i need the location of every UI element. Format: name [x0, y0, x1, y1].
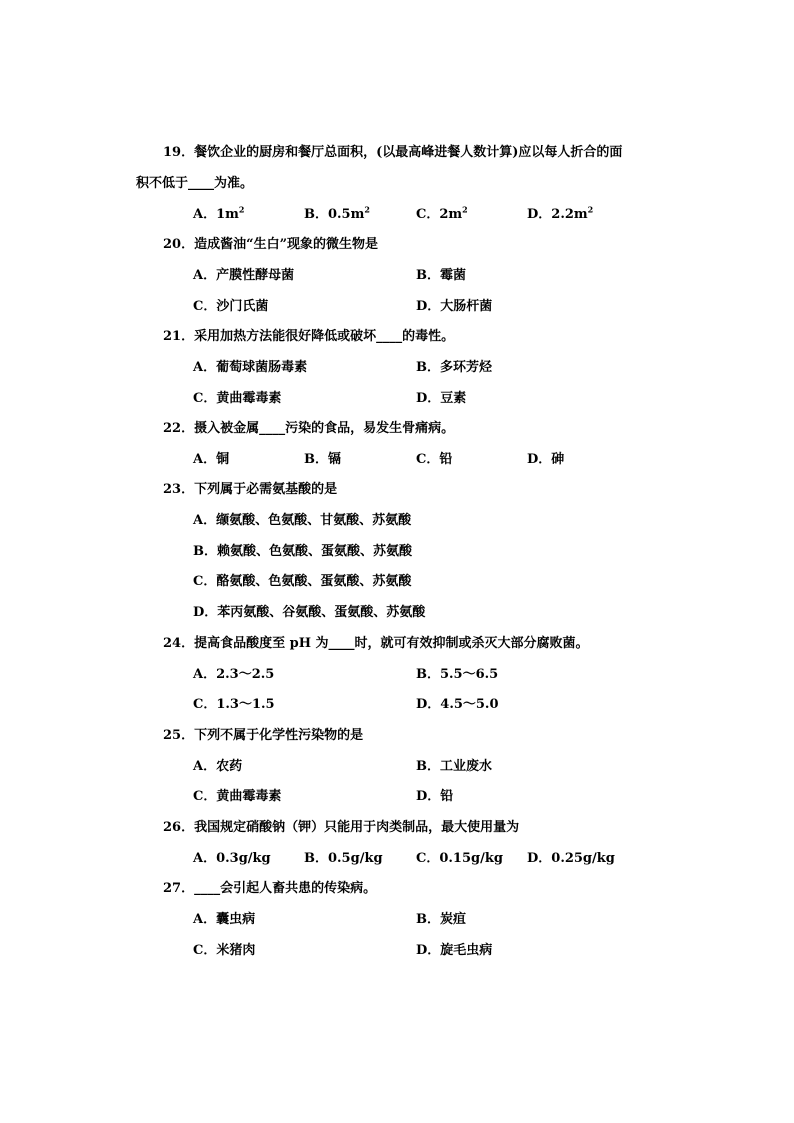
- q21-option-a: A．葡萄球菌肠毒素: [193, 360, 308, 375]
- q19-option-d: D．$2.2m^2$: [527, 204, 594, 222]
- q26-stem: 26．我国规定硝酸钠（钾）只能用于肉类制品，最大使用量为: [163, 820, 520, 835]
- q23-option-c: C．酪氨酸、色氨酸、蛋氨酸、苏氨酸: [193, 574, 412, 589]
- q22-option-a: A．铜: [193, 452, 230, 467]
- q22-option-d: D．砷: [527, 452, 565, 467]
- q20-stem: 20．造成酱油“生白”现象的微生物是: [163, 237, 379, 252]
- q27-option-c: C．米猪肉: [193, 943, 256, 958]
- q24-option-a: A．2.3～2.5: [193, 667, 275, 682]
- q24-option-d: D．4.5～5.0: [416, 697, 499, 712]
- q25-option-a: A．农药: [193, 759, 243, 774]
- q26-option-a: A．0.3g/kg: [193, 851, 271, 866]
- q26-option-d: D．0.25g/kg: [527, 851, 615, 866]
- q25-option-d: D．铅: [416, 789, 454, 804]
- q23-stem: 23．下列属于必需氨基酸的是: [163, 482, 338, 497]
- q19-option-a: A．$1m^2$: [193, 204, 245, 222]
- q27-stem: 27．____会引起人畜共患的传染病。: [163, 881, 377, 896]
- q25-stem: 25．下列不属于化学性污染物的是: [163, 728, 364, 743]
- q23-option-a: A．缬氨酸、色氨酸、甘氨酸、苏氨酸: [193, 513, 412, 528]
- q24-option-c: C．1.3～1.5: [193, 697, 275, 712]
- q26-option-b: B．0.5g/kg: [304, 851, 383, 866]
- q27-option-d: D．旋毛虫病: [416, 943, 493, 958]
- q19-stem-line1: 19．餐饮企业的厨房和餐厅总面积，(以最高峰进餐人数计算)应以每人折合的面: [163, 145, 623, 160]
- q26-option-c: C．0.15g/kg: [416, 851, 503, 866]
- q25-option-b: B．工业废水: [416, 759, 492, 774]
- q25-option-c: C．黄曲霉毒素: [193, 789, 282, 804]
- q20-option-c: C．沙门氏菌: [193, 299, 269, 314]
- q23-option-d: D．苯丙氨酸、谷氨酸、蛋氨酸、苏氨酸: [193, 605, 426, 620]
- q22-option-c: C．铅: [416, 452, 453, 467]
- q21-option-d: D．豆素: [416, 391, 467, 406]
- q20-option-d: D．大肠杆菌: [416, 299, 493, 314]
- q21-stem: 21．采用加热方法能很好降低或破坏____的毒性。: [163, 329, 455, 344]
- q27-option-b: B．炭疽: [416, 912, 466, 927]
- q20-option-b: B．霉菌: [416, 268, 466, 283]
- q24-option-b: B．5.5～6.5: [416, 667, 499, 682]
- q20-option-a: A．产膜性酵母菌: [193, 268, 295, 283]
- q24-stem: 24．提高食品酸度至 pH 为____时，就可有效抑制或杀灭大部分腐败菌。: [163, 636, 589, 651]
- q22-stem: 22．摄入被金属____污染的食品，易发生骨痛病。: [163, 421, 455, 436]
- q21-option-c: C．黄曲霉毒素: [193, 391, 282, 406]
- q19-option-c: C．$2m^2$: [416, 204, 468, 222]
- q22-option-b: B．镉: [304, 452, 341, 467]
- q19-stem-line2: 积不低于____为准。: [136, 176, 254, 191]
- q21-option-b: B．多环芳烃: [416, 360, 492, 375]
- q27-option-a: A．囊虫病: [193, 912, 256, 927]
- q19-option-b: B．$0.5m^2$: [304, 204, 370, 222]
- q23-option-b: B．赖氨酸、色氨酸、蛋氨酸、苏氨酸: [193, 544, 412, 559]
